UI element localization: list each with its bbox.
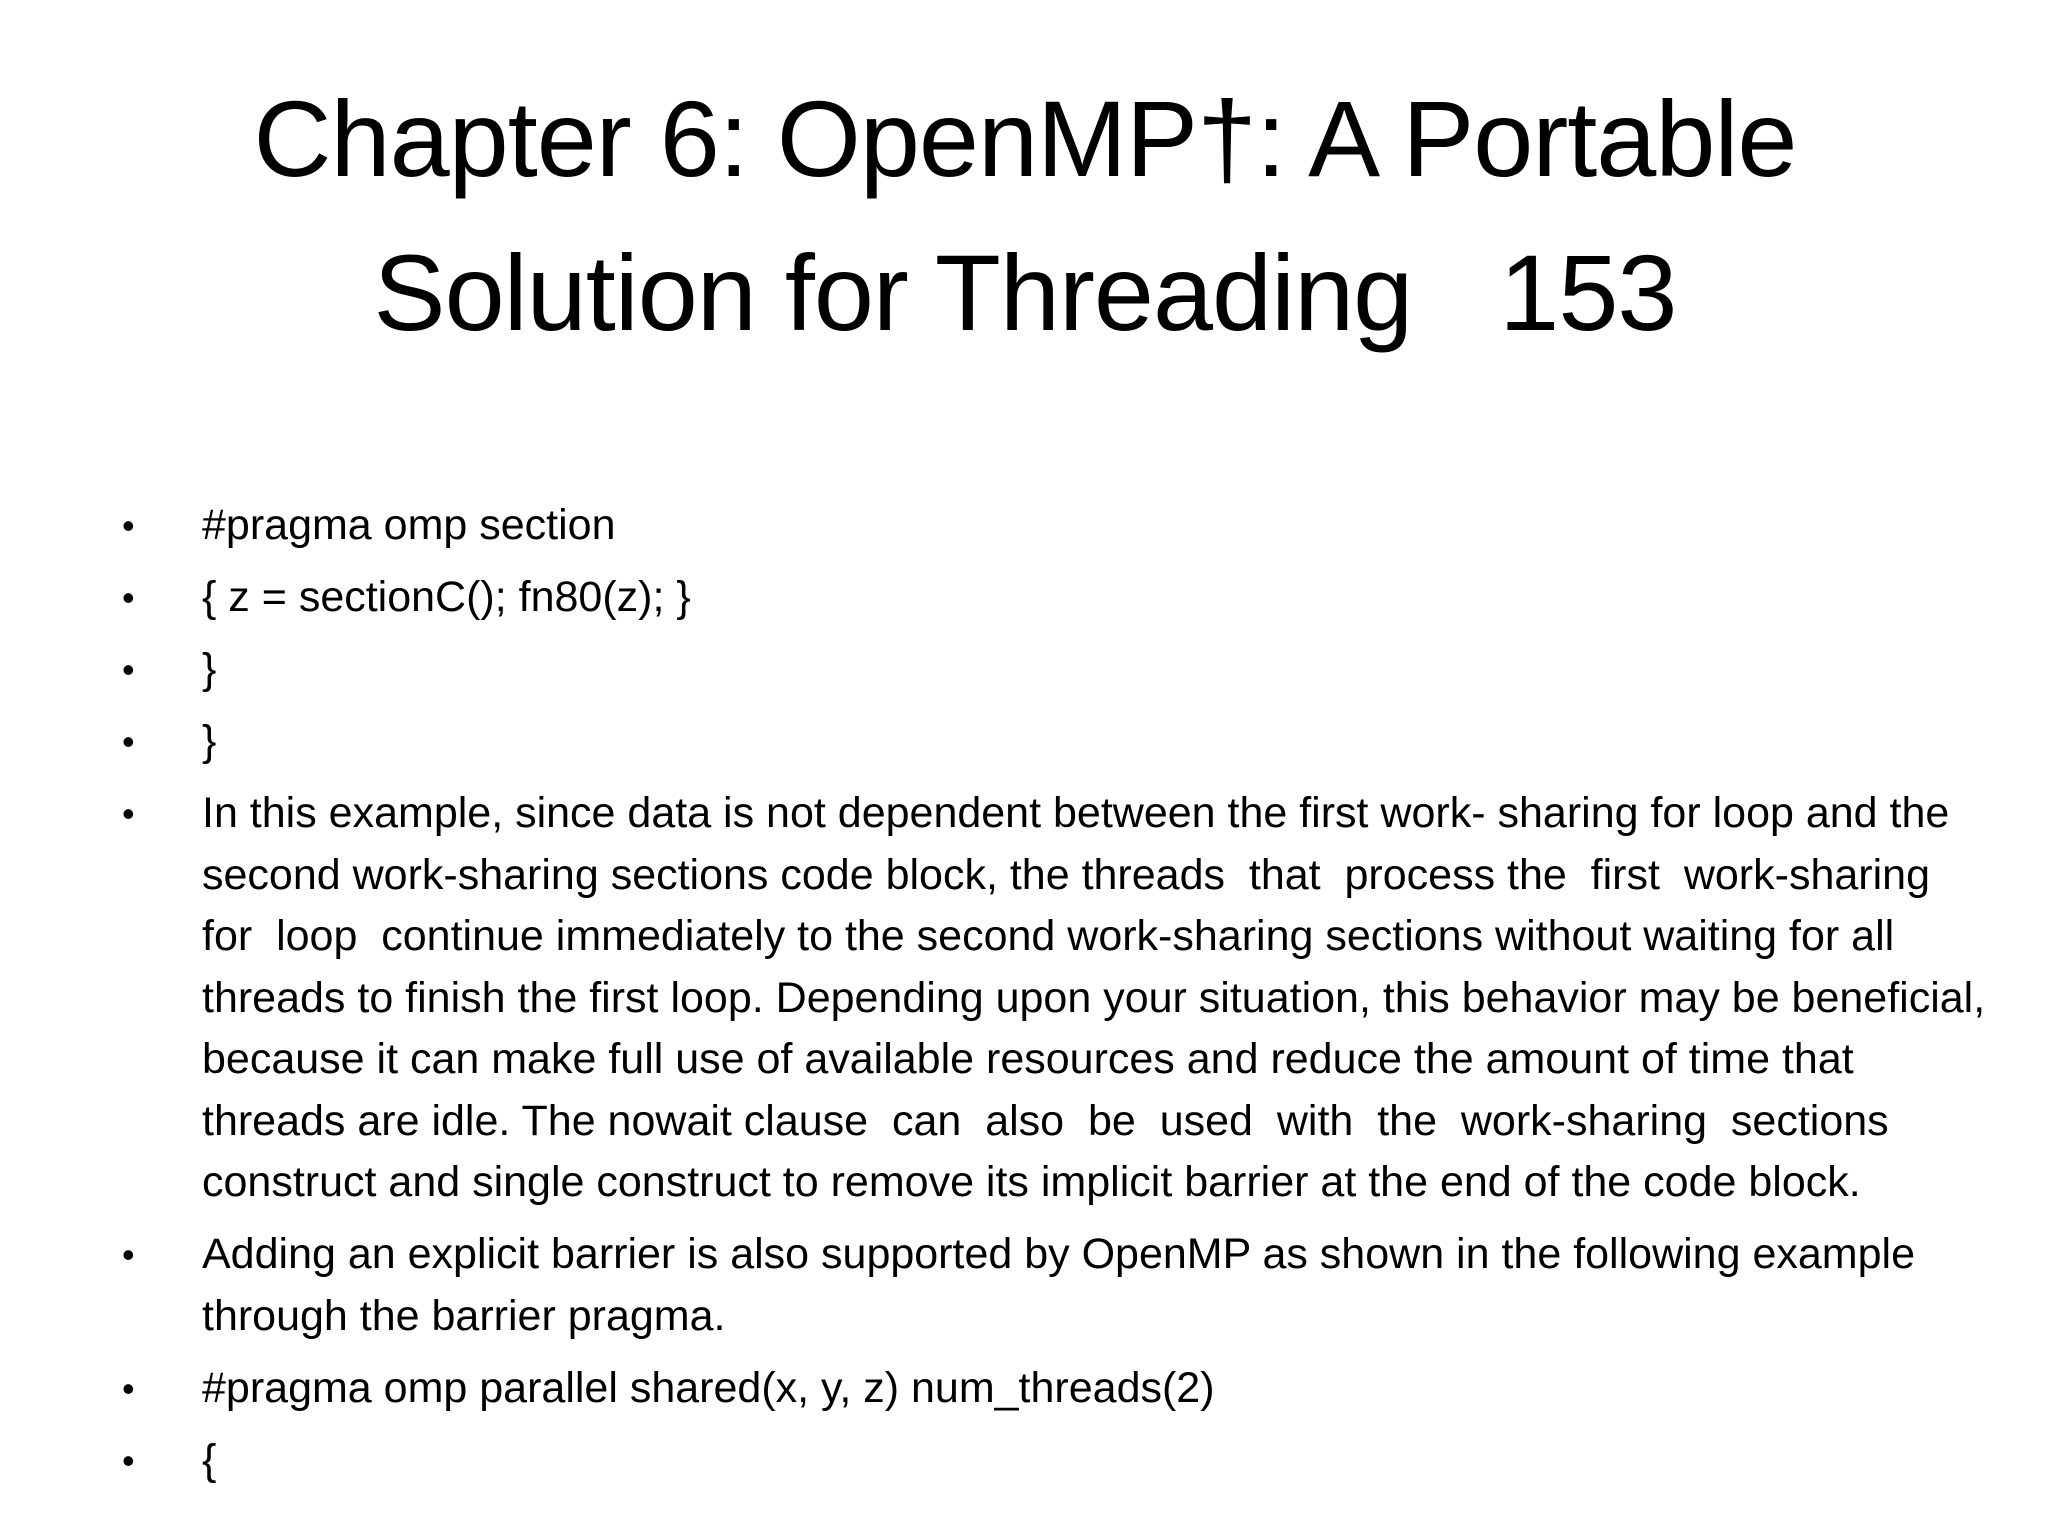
bullet-text: { z = sectionC(); fn80(z); } [202, 573, 691, 621]
bullet-item [0, 1430, 2048, 1492]
bullet-item-paragraph [0, 1224, 2048, 1347]
slide-title [140, 62, 1910, 370]
bullet-text: } [202, 645, 217, 693]
bullet-item [0, 639, 2048, 701]
bullet-marker: • [122, 793, 135, 834]
bullet-marker: • [122, 577, 135, 618]
bullet-item [0, 495, 2048, 557]
bullet-marker: • [122, 649, 135, 690]
bullet-text: #pragma omp section [202, 501, 616, 549]
bullet-marker: • [122, 1439, 135, 1481]
bullet-text: Adding an explicit barrier is also supported by OpenMP as shown in the following example through the barrier pragma. [202, 1230, 1927, 1340]
bullet-text: } [202, 717, 217, 765]
bullet-marker: • [122, 1367, 135, 1409]
bullet-text: { [202, 1435, 217, 1484]
slide-title-line-2: Solution for Threading 153 [373, 232, 1677, 353]
bullet-item [0, 1358, 2048, 1420]
bullet-item [0, 711, 2048, 773]
bullet-list [0, 495, 2048, 1502]
bullet-marker: • [122, 721, 135, 762]
bullet-marker: • [122, 1234, 135, 1275]
bullet-marker: • [122, 505, 135, 546]
bullet-item [0, 567, 2048, 629]
slide-title-line-1: Chapter 6: OpenMP†: A Portable [253, 78, 1797, 199]
bullet-item-paragraph [0, 783, 2048, 1214]
bullet-text: In this example, since data is not dependent between the first work- sharing for loop and the second work-sharing sections code block, the threads that process the first work-sharing for loop continue immediately to the second work-sharing sections without waiting for all threads to finish the first loop. Depending upon your situation, this behavior may be beneficial, because it can make full use of available resources and reduce the amount of time that threads are idle. The nowait clause can also be used with the work-sharing sections construct and single construct to remove its implicit barrier at the end of the code block. [202, 789, 1998, 1206]
bullet-text: #pragma omp parallel shared(x, y, z) num_threads(2) [202, 1363, 1215, 1412]
